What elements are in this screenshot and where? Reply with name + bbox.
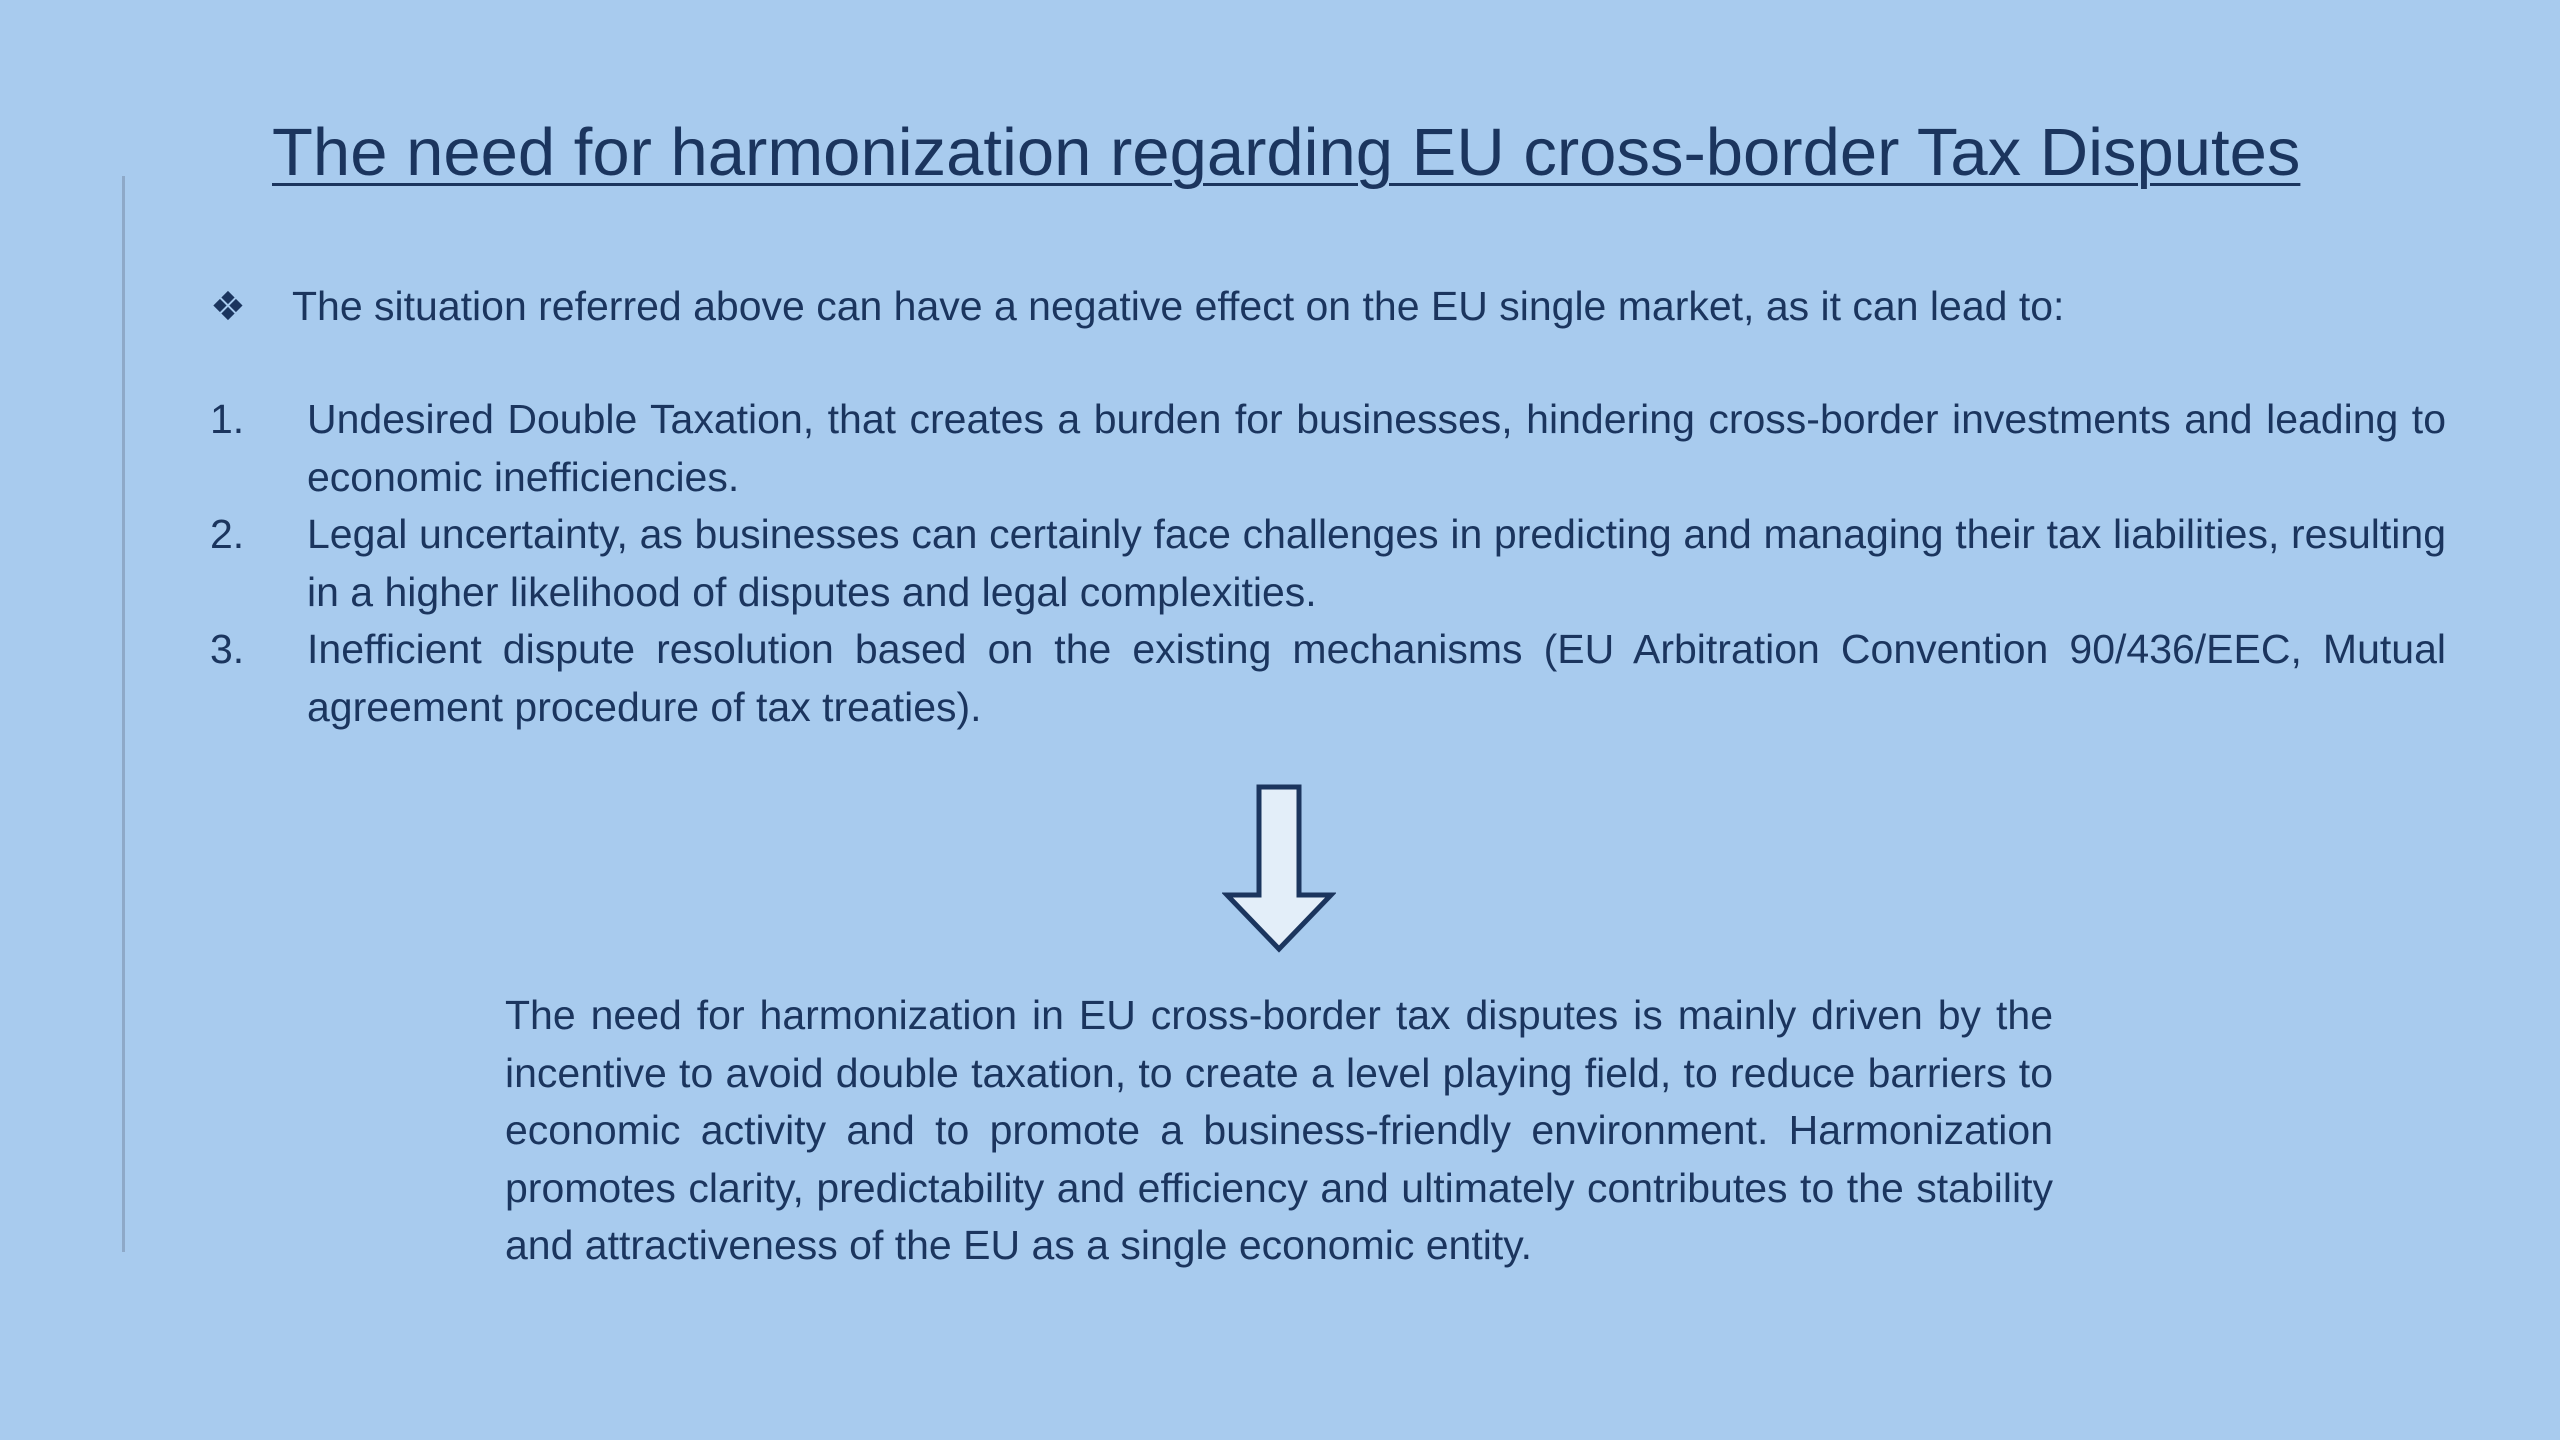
intro-paragraph: [210, 278, 2460, 335]
list-item: [210, 621, 2446, 736]
list-item: [210, 391, 2446, 506]
list-item: [210, 506, 2446, 621]
list-item-number: 2.: [210, 511, 245, 557]
down-arrow-icon: [1222, 784, 1336, 954]
list-item-text: Inefficient dispute resolution based on the existing mechanisms (EU Arbitration Convention 90/436/EEC, Mutual agreement procedure of tax treaties).: [307, 626, 2446, 730]
list-item-number: 1.: [210, 396, 245, 442]
list-item-text: Undesired Double Taxation, that creates a burden for businesses, hindering cross-border investments and leading to economic inefficiencies.: [307, 396, 2446, 500]
consequences-list: [210, 391, 2446, 736]
left-divider: [122, 176, 125, 1252]
intro-text: The situation referred above can have a negative effect on the EU single market, as it can lead to:: [292, 283, 2065, 329]
conclusion-paragraph: The need for harmonization in EU cross-border tax disputes is mainly driven by the incentive to avoid double taxation, to create a level playing field, to reduce barriers to economic activity and to promote a business-friendly environment. Harmonization promotes clarity, predictability and efficiency and ultimately contributes to the stability and attractiveness of the EU as a single economic entity.: [505, 992, 2053, 1268]
list-item-text: Legal uncertainty, as businesses can certainly face challenges in predicting and managing their tax liabilities, resulting in a higher likelihood of disputes and legal complexities.: [307, 511, 2446, 615]
slide-title: The need for harmonization regarding EU cross-border Tax Disputes: [272, 115, 2301, 190]
four-diamond-bullet-icon: ❖: [210, 285, 246, 329]
list-item-number: 3.: [210, 626, 245, 672]
